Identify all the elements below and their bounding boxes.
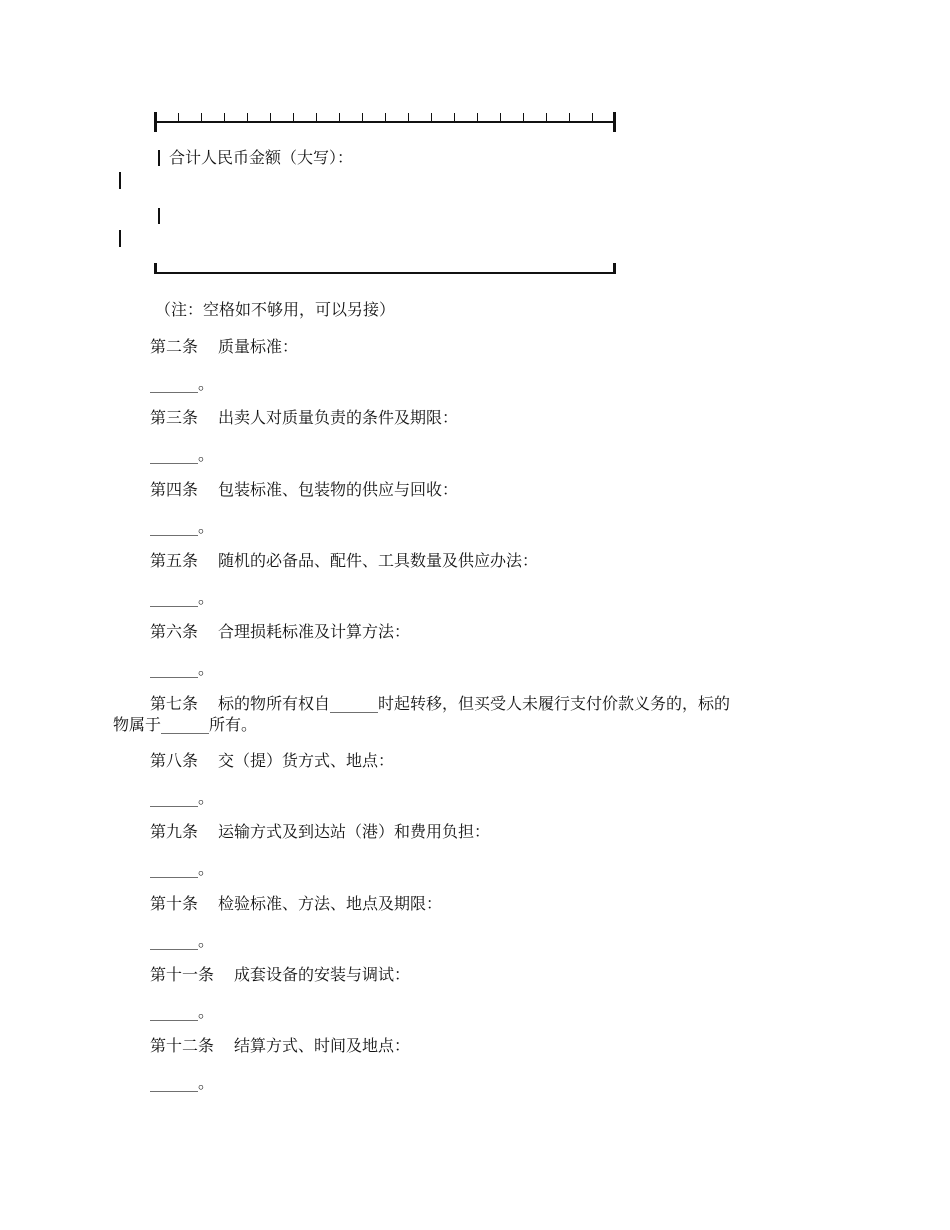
clause-label: 第十条 — [150, 894, 199, 913]
answer-blank: ______。 — [150, 659, 215, 678]
clause-text: 随机的必备品、配件、工具数量及供应办法： — [218, 551, 539, 570]
table-column-tick — [247, 113, 248, 122]
table-cell-border — [158, 208, 160, 224]
clause-heading — [150, 694, 730, 714]
table-column-tick — [569, 113, 570, 122]
clause-text: 成套设备的安装与调试： — [234, 965, 411, 984]
table-note: （注：空格如不够用，可以另接） — [155, 300, 396, 319]
table-bottom-right-cap — [613, 263, 616, 274]
table-column-tick — [316, 113, 317, 122]
answer-blank: ______。 — [150, 445, 215, 464]
clause-text: 交（提）货方式、地点： — [218, 751, 395, 770]
clause-label: 第四条 — [150, 480, 199, 499]
answer-blank: ______。 — [150, 788, 215, 807]
clause-label: 第十二条 — [150, 1036, 215, 1055]
answer-blank: ______。 — [150, 859, 215, 878]
clause-label: 第七条 — [150, 694, 199, 713]
table-column-tick — [385, 113, 386, 122]
table-column-tick — [362, 113, 363, 122]
answer-blank: ______。 — [150, 1073, 215, 1092]
table-column-tick — [408, 113, 409, 122]
clause-text: 合理损耗标准及计算方法： — [218, 622, 411, 641]
clause-label: 第六条 — [150, 622, 199, 641]
table-column-tick — [224, 113, 225, 122]
clause-heading — [150, 1036, 410, 1056]
table-bottom-left-cap — [154, 263, 157, 274]
clause-heading — [150, 822, 490, 842]
table-bottom-border — [155, 272, 615, 274]
table-column-tick — [477, 113, 478, 122]
table-column-tick — [546, 113, 547, 122]
clause-heading — [150, 965, 410, 985]
table-column-tick — [523, 113, 524, 122]
clause-heading — [150, 751, 394, 771]
clause-label: 第二条 — [150, 337, 199, 356]
clause-label: 第十一条 — [150, 965, 215, 984]
clause-heading — [150, 622, 410, 642]
table-top-left-cap — [154, 112, 157, 132]
clause-text: 运输方式及到达站（港）和费用负担： — [218, 822, 491, 841]
clause-text-continued: 物属于______所有。 — [113, 715, 258, 734]
table-outer-border — [119, 172, 121, 189]
clause-text: 包装标准、包装物的供应与回收： — [218, 480, 459, 499]
answer-blank: ______。 — [150, 1002, 215, 1021]
table-column-tick — [592, 113, 593, 122]
answer-blank: ______。 — [150, 517, 215, 536]
clause-label: 第九条 — [150, 822, 199, 841]
total-amount-label: 合计人民币金额（大写）： — [169, 148, 354, 167]
clause-label: 第五条 — [150, 551, 199, 570]
table-cell-border — [158, 150, 160, 166]
table-column-tick — [500, 113, 501, 122]
answer-blank: ______。 — [150, 588, 215, 607]
table-column-tick — [270, 113, 271, 122]
table-top-right-cap — [613, 112, 616, 132]
clause-text: 检验标准、方法、地点及期限： — [218, 894, 443, 913]
table-column-tick — [454, 113, 455, 122]
clause-text: 标的物所有权自______时起转移，但买受人未履行支付价款义务的，标的 — [218, 694, 731, 713]
table-column-tick — [293, 113, 294, 122]
table-column-tick — [339, 113, 340, 122]
clause-heading — [150, 480, 458, 500]
clause-text: 结算方式、时间及地点： — [234, 1036, 411, 1055]
clause-heading — [150, 408, 458, 428]
clause-text: 质量标准： — [218, 337, 299, 356]
clause-heading — [150, 551, 538, 571]
table-column-tick — [178, 113, 179, 122]
clause-text: 出卖人对质量负责的条件及期限： — [218, 408, 459, 427]
table-column-tick — [201, 113, 202, 122]
clause-label: 第八条 — [150, 751, 199, 770]
clause-heading — [150, 894, 442, 914]
clause-label: 第三条 — [150, 408, 199, 427]
table-outer-border — [119, 230, 121, 247]
answer-blank: ______。 — [150, 374, 215, 393]
table-column-tick — [431, 113, 432, 122]
clause-heading — [150, 337, 298, 357]
answer-blank: ______。 — [150, 931, 215, 950]
